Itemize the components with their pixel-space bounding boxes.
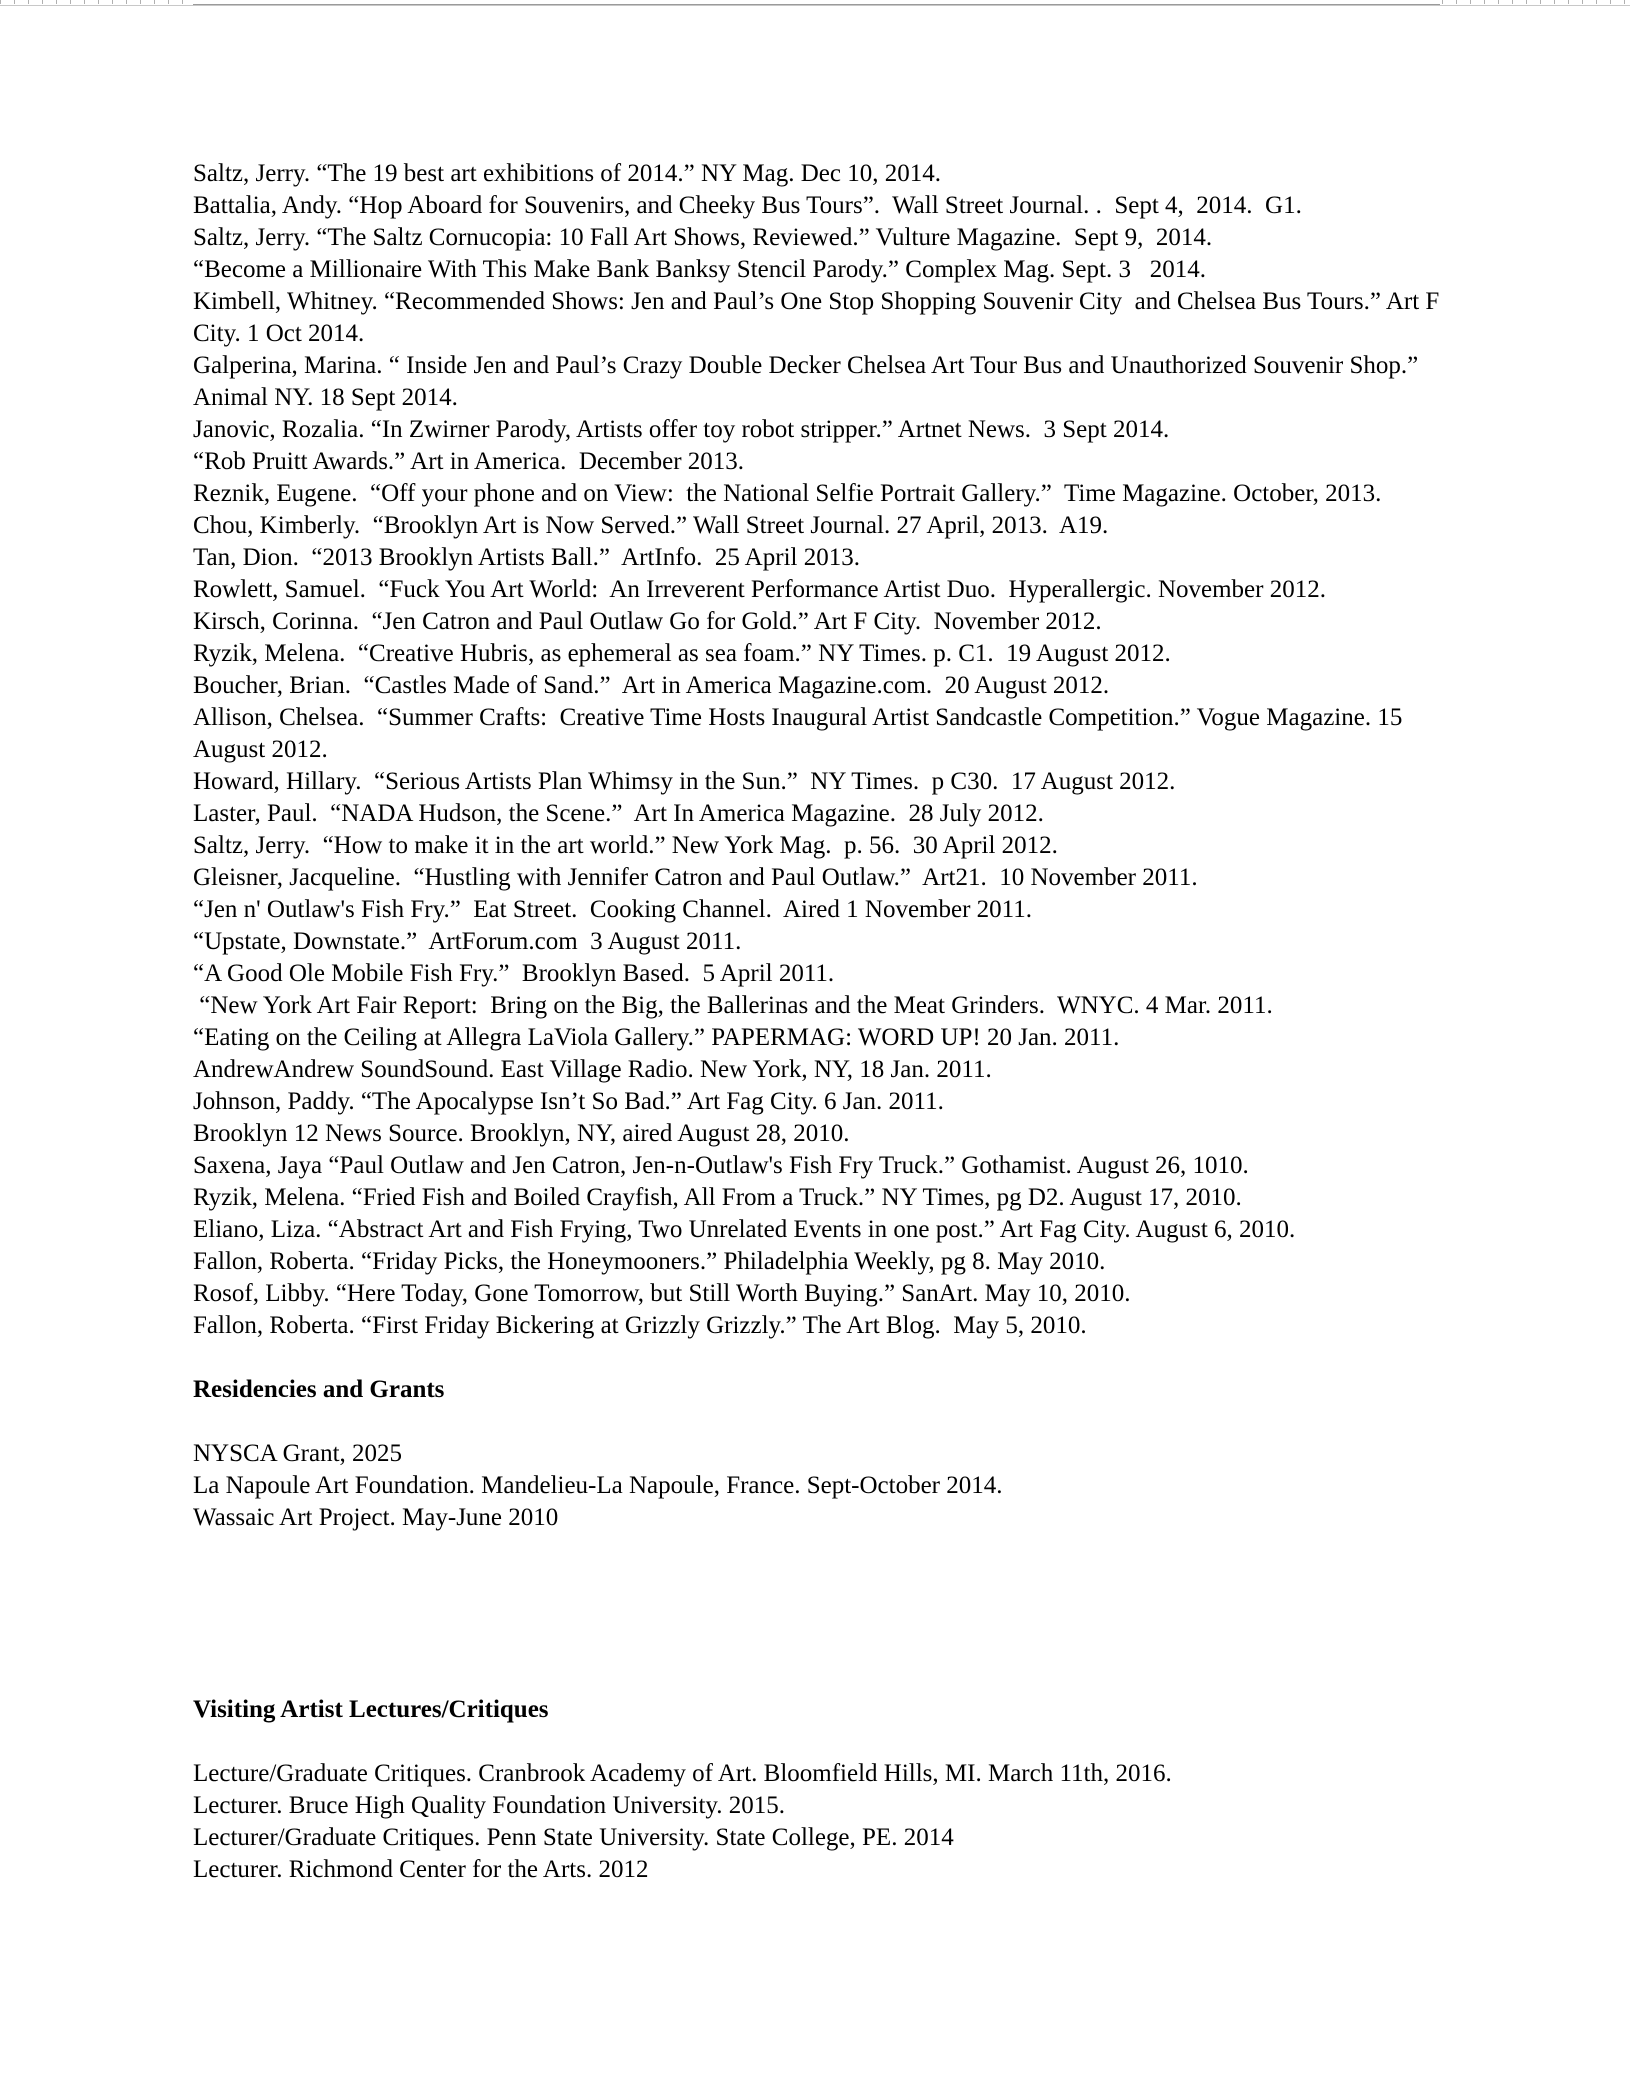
top-ruler [0, 0, 1630, 6]
press-entry: Johnson, Paddy. “The Apocalypse Isn’t So Bad.” Art Fag City. 6 Jan. 2011. [193, 1088, 944, 1115]
press-entry: Battalia, Andy. “Hop Aboard for Souvenirs, and Cheeky Bus Tours”. Wall Street Journal. . Sept 4, 2014. G1. [193, 192, 1302, 219]
press-entry: Boucher, Brian. “Castles Made of Sand.” Art in America Magazine.com. 20 August 2012. [193, 672, 1110, 699]
lecture-entry: Lecturer. Richmond Center for the Arts. 2012 [193, 1856, 649, 1883]
press-entry: Eliano, Liza. “Abstract Art and Fish Frying, Two Unrelated Events in one post.” Art Fag City. August 6, 2010. [193, 1216, 1296, 1243]
residencies-list [193, 1438, 1453, 1534]
press-entry: Saltz, Jerry. “The 19 best art exhibitions of 2014.” NY Mag. Dec 10, 2014. [193, 160, 941, 187]
press-entry: Brooklyn 12 News Source. Brooklyn, NY, aired August 28, 2010. [193, 1120, 850, 1147]
press-entry: Ryzik, Melena. “Fried Fish and Boiled Crayfish, All From a Truck.” NY Times, pg D2. August 17, 2010. [193, 1184, 1242, 1211]
press-entry: Howard, Hillary. “Serious Artists Plan Whimsy in the Sun.” NY Times. p C30. 17 August 2012. [193, 768, 1176, 795]
press-list [193, 158, 1453, 1342]
press-entry: Fallon, Roberta. “First Friday Bickering at Grizzly Grizzly.” The Art Blog. May 5, 2010. [193, 1312, 1087, 1339]
press-entry: “Upstate, Downstate.” ArtForum.com 3 August 2011. [193, 928, 742, 955]
lecture-entry: Lecturer. Bruce High Quality Foundation University. 2015. [193, 1792, 786, 1819]
press-entry: “Become a Millionaire With This Make Bank Banksy Stencil Parody.” Complex Mag. Sept. 3 2014. [193, 256, 1206, 283]
press-entry: Tan, Dion. “2013 Brooklyn Artists Ball.” ArtInfo. 25 April 2013. [193, 544, 860, 571]
ruler-margin-area [193, 0, 1440, 5]
residency-entry: Wassaic Art Project. May-June 2010 [193, 1504, 559, 1531]
press-entry: Kimbell, Whitney. “Recommended Shows: Jen and Paul’s One Stop Shopping Souvenir City and Chelsea Bus Tours.” Art F City. 1 Oct 2014. [193, 288, 1446, 347]
press-entry: Laster, Paul. “NADA Hudson, the Scene.” Art In America Magazine. 28 July 2012. [193, 800, 1044, 827]
lectures-heading: Visiting Artist Lectures/Critiques [193, 1696, 549, 1723]
press-entry: “New York Art Fair Report: Bring on the Big, the Ballerinas and the Meat Grinders. WNYC. 4 Mar. 2011. [193, 992, 1273, 1019]
spacer [193, 1342, 1453, 1374]
press-entry: Rowlett, Samuel. “Fuck You Art World: An Irreverent Performance Artist Duo. Hyperallergic. November 2012. [193, 576, 1326, 603]
press-entry: “Jen n' Outlaw's Fish Fry.” Eat Street. Cooking Channel. Aired 1 November 2011. [193, 896, 1032, 923]
lectures-list [193, 1758, 1453, 1886]
lecture-entry: Lecture/Graduate Critiques. Cranbrook Academy of Art. Bloomfield Hills, MI. March 11th, 2016. [193, 1760, 1172, 1787]
residencies-heading: Residencies and Grants [193, 1376, 445, 1403]
document-page[interactable] [193, 158, 1453, 1886]
residency-entry: NYSCA Grant, 2025 [193, 1440, 403, 1467]
press-entry: “A Good Ole Mobile Fish Fry.” Brooklyn Based. 5 April 2011. [193, 960, 835, 987]
press-entry: Ryzik, Melena. “Creative Hubris, as ephemeral as sea foam.” NY Times. p. C1. 19 August 2012. [193, 640, 1171, 667]
residency-entry: La Napoule Art Foundation. Mandelieu-La Napoule, France. Sept-October 2014. [193, 1472, 1003, 1499]
press-entry: “Rob Pruitt Awards.” Art in America. December 2013. [193, 448, 745, 475]
press-entry: Kirsch, Corinna. “Jen Catron and Paul Outlaw Go for Gold.” Art F City. November 2012. [193, 608, 1102, 635]
press-entry: AndrewAndrew SoundSound. East Village Radio. New York, NY, 18 Jan. 2011. [193, 1056, 992, 1083]
spacer [193, 1726, 1453, 1758]
press-entry: Gleisner, Jacqueline. “Hustling with Jennifer Catron and Paul Outlaw.” Art21. 10 November 2011. [193, 864, 1198, 891]
press-entry: Rosof, Libby. “Here Today, Gone Tomorrow, but Still Worth Buying.” SanArt. May 10, 2010. [193, 1280, 1131, 1307]
spacer [193, 1406, 1453, 1438]
press-entry: “Eating on the Ceiling at Allegra LaViola Gallery.” PAPERMAG: WORD UP! 20 Jan. 2011. [193, 1024, 1120, 1051]
press-entry: Janovic, Rozalia. “In Zwirner Parody, Artists offer toy robot stripper.” Artnet News. 3 Sept 2014. [193, 416, 1170, 443]
press-entry: Fallon, Roberta. “Friday Picks, the Honeymooners.” Philadelphia Weekly, pg 8. May 2010. [193, 1248, 1106, 1275]
press-entry: Saltz, Jerry. “The Saltz Cornucopia: 10 Fall Art Shows, Reviewed.” Vulture Magazine. Sept 9, 2014. [193, 224, 1213, 251]
press-entry: Reznik, Eugene. “Off your phone and on View: the National Selfie Portrait Gallery.” Time Magazine. October, 2013. [193, 480, 1382, 507]
press-entry: Saxena, Jaya “Paul Outlaw and Jen Catron, Jen-n-Outlaw's Fish Fry Truck.” Gothamist. August 26, 1010. [193, 1152, 1249, 1179]
press-entry: Allison, Chelsea. “Summer Crafts: Creative Time Hosts Inaugural Artist Sandcastle Competition.” Vogue Magazine. 15 August 2012. [193, 704, 1408, 763]
press-entry: Galperina, Marina. “ Inside Jen and Paul’s Crazy Double Decker Chelsea Art Tour Bus and Unauthorized Souvenir Shop.” Animal NY. 18 Sept 2014. [193, 352, 1424, 411]
press-entry: Saltz, Jerry. “How to make it in the art world.” New York Mag. p. 56. 30 April 2012. [193, 832, 1058, 859]
spacer [193, 1534, 1453, 1694]
press-entry: Chou, Kimberly. “Brooklyn Art is Now Served.” Wall Street Journal. 27 April, 2013. A19. [193, 512, 1109, 539]
lecture-entry: Lecturer/Graduate Critiques. Penn State University. State College, PE. 2014 [193, 1824, 954, 1851]
